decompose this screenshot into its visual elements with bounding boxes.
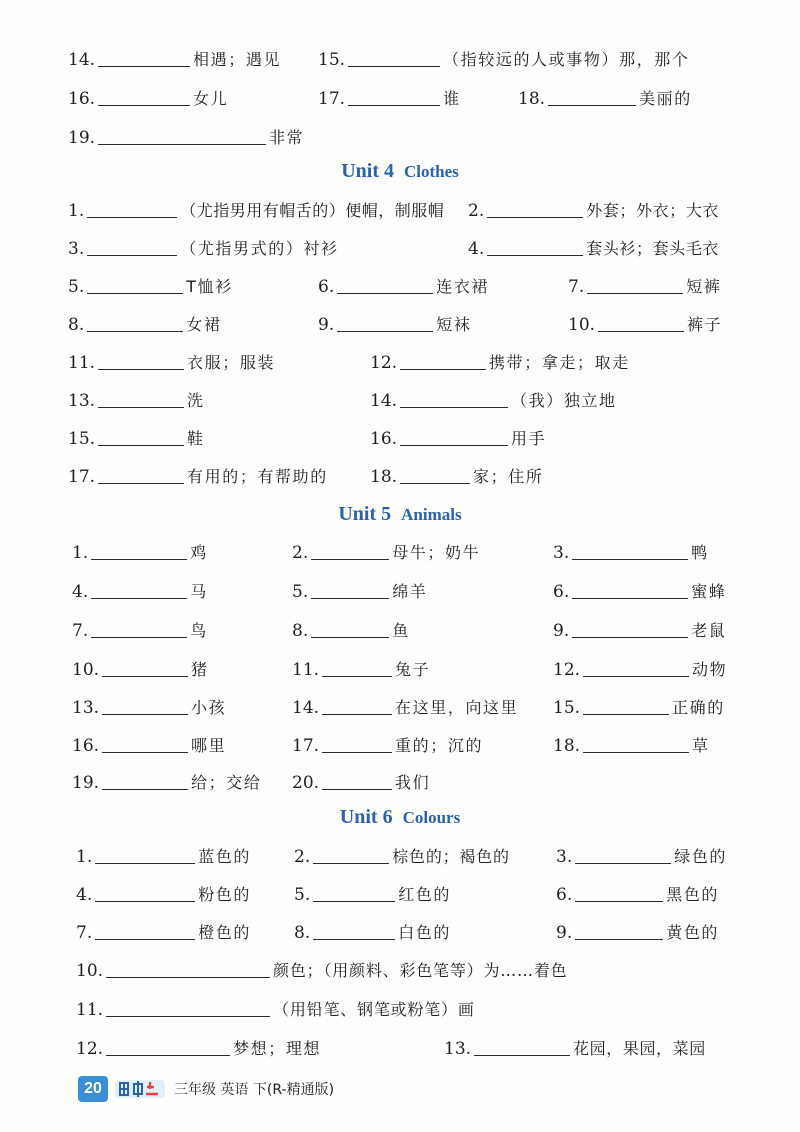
vocab-item bbox=[76, 880, 251, 910]
vocab-item bbox=[72, 616, 208, 646]
vocab-item bbox=[292, 538, 480, 568]
item-meaning: 哪里 bbox=[191, 736, 227, 755]
unit6-heading bbox=[0, 806, 800, 829]
vocab-row bbox=[0, 655, 800, 685]
answer-blank[interactable] bbox=[348, 89, 440, 106]
item-meaning: 美丽的 bbox=[639, 89, 692, 108]
item-number: 8. bbox=[292, 621, 309, 641]
vocab-row bbox=[0, 956, 800, 986]
vocab-row bbox=[0, 577, 800, 607]
item-meaning: 颜色；（用颜料、彩色笔等）为……着色 bbox=[273, 961, 568, 980]
vocab-item bbox=[68, 386, 205, 416]
answer-blank[interactable] bbox=[95, 923, 195, 940]
vocab-row bbox=[0, 310, 800, 340]
answer-blank[interactable] bbox=[337, 315, 433, 332]
vocab-item bbox=[76, 918, 251, 948]
answer-blank[interactable] bbox=[587, 277, 683, 294]
vocab-item bbox=[72, 731, 226, 761]
item-meaning: 鸭 bbox=[691, 543, 709, 562]
answer-blank[interactable] bbox=[572, 621, 688, 638]
item-number: 15. bbox=[553, 698, 581, 718]
item-meaning: 兔子 bbox=[395, 660, 431, 679]
item-number: 4. bbox=[468, 239, 485, 259]
item-number: 9. bbox=[318, 315, 335, 335]
item-number: 9. bbox=[553, 621, 570, 641]
item-number: 20. bbox=[292, 773, 320, 793]
item-number: 14. bbox=[68, 50, 96, 70]
answer-blank[interactable] bbox=[322, 736, 392, 753]
item-number: 3. bbox=[553, 543, 570, 563]
item-meaning: 给；交给 bbox=[191, 773, 262, 792]
vocab-item bbox=[318, 310, 471, 340]
vocab-item bbox=[68, 272, 233, 302]
item-meaning: 短裤 bbox=[686, 277, 722, 296]
vocab-row bbox=[0, 84, 800, 114]
answer-blank[interactable] bbox=[91, 621, 187, 638]
vocab-item bbox=[444, 1034, 706, 1064]
unit-title: Colours bbox=[402, 808, 461, 827]
vocab-row bbox=[0, 123, 800, 153]
item-number: 7. bbox=[72, 621, 89, 641]
vocab-item bbox=[468, 196, 719, 226]
vocab-item bbox=[292, 577, 427, 607]
item-meaning: 在这里，向这里 bbox=[395, 698, 519, 717]
answer-blank[interactable] bbox=[311, 543, 389, 560]
unit-label: Unit 4 bbox=[341, 160, 394, 182]
item-number: 13. bbox=[68, 391, 96, 411]
vocab-item bbox=[370, 348, 630, 378]
item-number: 9. bbox=[556, 923, 573, 943]
item-number: 10. bbox=[72, 660, 100, 680]
vocab-row bbox=[0, 1034, 800, 1064]
item-number: 11. bbox=[292, 660, 320, 680]
vocab-item bbox=[553, 731, 710, 761]
item-number: 13. bbox=[72, 698, 100, 718]
item-meaning: 红色的 bbox=[398, 885, 452, 904]
item-meaning: （用铅笔、钢笔或粉笔）画 bbox=[273, 1000, 475, 1019]
item-meaning: 马 bbox=[190, 582, 208, 601]
item-meaning: 洗 bbox=[187, 391, 205, 410]
answer-blank[interactable] bbox=[548, 89, 636, 106]
item-number: 18. bbox=[553, 736, 581, 756]
vocab-item bbox=[370, 424, 546, 454]
item-number: 2. bbox=[292, 543, 309, 563]
item-meaning: （我）独立地 bbox=[511, 391, 617, 410]
item-number: 16. bbox=[370, 429, 398, 449]
vocab-item bbox=[518, 84, 692, 114]
item-number: 16. bbox=[72, 736, 100, 756]
vocab-item bbox=[568, 272, 721, 302]
item-meaning: 黑色的 bbox=[666, 885, 720, 904]
item-number: 13. bbox=[444, 1039, 472, 1059]
answer-blank[interactable] bbox=[311, 582, 389, 599]
vocab-item bbox=[556, 918, 719, 948]
answer-blank[interactable] bbox=[91, 582, 187, 599]
vocab-row bbox=[0, 272, 800, 302]
item-meaning: 短袜 bbox=[436, 315, 472, 334]
item-number: 3. bbox=[556, 847, 573, 867]
item-meaning: 橙色的 bbox=[198, 923, 252, 942]
page-number-badge: 20 bbox=[78, 1076, 108, 1102]
item-number: 8. bbox=[68, 315, 85, 335]
item-number: 4. bbox=[76, 885, 93, 905]
vocab-item bbox=[553, 538, 709, 568]
item-meaning: 相遇；遇见 bbox=[193, 50, 282, 69]
unit-title: Animals bbox=[401, 505, 462, 524]
item-meaning: 裤子 bbox=[687, 315, 723, 334]
vocab-item bbox=[294, 918, 451, 948]
vocab-item bbox=[72, 655, 209, 685]
item-number: 19. bbox=[72, 773, 100, 793]
vocab-row bbox=[0, 348, 800, 378]
vocab-row bbox=[0, 842, 800, 872]
vocab-item bbox=[68, 462, 328, 492]
answer-blank[interactable] bbox=[98, 391, 184, 408]
answer-blank[interactable] bbox=[87, 239, 177, 256]
item-number: 1. bbox=[68, 201, 85, 221]
answer-blank[interactable] bbox=[95, 847, 195, 864]
page-footer bbox=[78, 1074, 334, 1104]
answer-blank[interactable] bbox=[572, 582, 688, 599]
vocab-item bbox=[68, 123, 304, 153]
vocab-row bbox=[0, 616, 800, 646]
answer-blank[interactable] bbox=[106, 1039, 230, 1056]
item-number: 12. bbox=[76, 1039, 104, 1059]
item-meaning: 非常 bbox=[269, 128, 305, 147]
item-meaning: 小孩 bbox=[191, 698, 227, 717]
vocab-item bbox=[76, 1034, 321, 1064]
item-meaning: （尤指男式的）衬衫 bbox=[180, 239, 339, 258]
item-meaning: T恤衫 bbox=[186, 277, 233, 296]
item-meaning: 花园，果园，菜园 bbox=[573, 1039, 706, 1058]
item-number: 8. bbox=[294, 923, 311, 943]
item-meaning: 正确的 bbox=[672, 698, 725, 717]
answer-blank[interactable] bbox=[400, 391, 508, 408]
item-meaning: 女裙 bbox=[186, 315, 222, 334]
vocab-item bbox=[76, 956, 567, 986]
item-meaning: 粉色的 bbox=[198, 885, 252, 904]
vocab-item bbox=[76, 995, 475, 1025]
vocab-item bbox=[318, 45, 689, 75]
answer-blank[interactable] bbox=[313, 885, 395, 902]
answer-blank[interactable] bbox=[575, 847, 671, 864]
item-meaning: 棕色的；褐色的 bbox=[392, 847, 510, 866]
unit4-heading bbox=[0, 160, 800, 183]
item-meaning: 鱼 bbox=[392, 621, 410, 640]
brand-logo-icon bbox=[114, 1077, 166, 1101]
item-number: 17. bbox=[318, 89, 346, 109]
item-meaning: （尤指男用有帽舌的）便帽，制服帽 bbox=[180, 201, 445, 220]
answer-blank[interactable] bbox=[98, 429, 184, 446]
answer-blank[interactable] bbox=[106, 1000, 270, 1017]
item-number: 15. bbox=[68, 429, 96, 449]
vocab-item bbox=[318, 272, 489, 302]
answer-blank[interactable] bbox=[583, 736, 689, 753]
item-meaning: 连衣裙 bbox=[436, 277, 490, 296]
vocab-item bbox=[68, 348, 275, 378]
item-meaning: 母牛；奶牛 bbox=[392, 543, 481, 562]
vocab-item bbox=[68, 45, 281, 75]
item-number: 1. bbox=[76, 847, 93, 867]
item-number: 11. bbox=[68, 353, 96, 373]
item-meaning: 老鼠 bbox=[691, 621, 727, 640]
vocab-item bbox=[76, 842, 251, 872]
item-number: 2. bbox=[294, 847, 311, 867]
answer-blank[interactable] bbox=[102, 698, 188, 715]
item-meaning: 蜜蜂 bbox=[691, 582, 727, 601]
vocab-row bbox=[0, 424, 800, 454]
answer-blank[interactable] bbox=[474, 1039, 570, 1056]
item-meaning: 携带；拿走；取走 bbox=[489, 353, 630, 372]
item-meaning: 绵羊 bbox=[392, 582, 428, 601]
item-meaning: 衣服；服装 bbox=[187, 353, 276, 372]
answer-blank[interactable] bbox=[311, 621, 389, 638]
unit-label: Unit 6 bbox=[339, 806, 393, 828]
item-meaning: （指较远的人或事物）那，那个 bbox=[443, 50, 690, 69]
answer-blank[interactable] bbox=[583, 660, 689, 677]
item-number: 16. bbox=[68, 89, 96, 109]
answer-blank[interactable] bbox=[400, 429, 508, 446]
item-meaning: 鸡 bbox=[190, 543, 208, 562]
vocab-item bbox=[72, 693, 226, 723]
item-number: 15. bbox=[318, 50, 346, 70]
book-title: 三年级 英语 下(R-精通版) bbox=[174, 1082, 335, 1098]
vocab-item bbox=[294, 880, 451, 910]
vocab-row bbox=[0, 880, 800, 910]
answer-blank[interactable] bbox=[572, 543, 688, 560]
answer-blank[interactable] bbox=[337, 277, 433, 294]
vocab-item bbox=[556, 842, 727, 872]
item-meaning: 重的；沉的 bbox=[395, 736, 484, 755]
unit5-heading bbox=[0, 503, 800, 526]
item-meaning: 女儿 bbox=[193, 89, 229, 108]
vocab-row bbox=[0, 462, 800, 492]
vocab-item bbox=[68, 234, 339, 264]
item-number: 18. bbox=[370, 467, 398, 487]
answer-blank[interactable] bbox=[87, 277, 183, 294]
item-number: 6. bbox=[553, 582, 570, 602]
item-number: 10. bbox=[568, 315, 596, 335]
answer-blank[interactable] bbox=[98, 128, 266, 145]
answer-blank[interactable] bbox=[348, 50, 440, 67]
answer-blank[interactable] bbox=[575, 885, 663, 902]
vocab-item bbox=[72, 538, 208, 568]
item-number: 4. bbox=[72, 582, 89, 602]
answer-blank[interactable] bbox=[400, 467, 470, 484]
answer-blank[interactable] bbox=[487, 239, 583, 256]
vocab-item bbox=[72, 768, 261, 798]
answer-blank[interactable] bbox=[313, 923, 395, 940]
answer-blank[interactable] bbox=[583, 698, 669, 715]
answer-blank[interactable] bbox=[102, 736, 188, 753]
item-meaning: 草 bbox=[692, 736, 710, 755]
item-meaning: 有用的；有帮助的 bbox=[187, 467, 328, 486]
vocab-row bbox=[0, 995, 800, 1025]
vocab-item bbox=[72, 577, 208, 607]
item-meaning: 用手 bbox=[511, 429, 547, 448]
vocab-row bbox=[0, 234, 800, 264]
vocab-item bbox=[556, 880, 719, 910]
item-meaning: 谁 bbox=[443, 89, 461, 108]
vocab-row bbox=[0, 45, 800, 75]
answer-blank[interactable] bbox=[98, 89, 190, 106]
vocab-item bbox=[370, 386, 617, 416]
unit-title: Clothes bbox=[404, 162, 459, 181]
vocab-row bbox=[0, 768, 800, 798]
item-number: 7. bbox=[76, 923, 93, 943]
item-meaning: 鞋 bbox=[187, 429, 205, 448]
vocab-item bbox=[68, 310, 221, 340]
item-meaning: 白色的 bbox=[398, 923, 452, 942]
item-meaning: 猪 bbox=[191, 660, 209, 679]
item-number: 10. bbox=[76, 961, 104, 981]
item-number: 12. bbox=[370, 353, 398, 373]
vocab-item bbox=[553, 693, 725, 723]
item-meaning: 套头衫；套头毛衣 bbox=[586, 239, 720, 258]
vocab-item bbox=[370, 462, 543, 492]
item-meaning: 黄色的 bbox=[666, 923, 720, 942]
answer-blank[interactable] bbox=[102, 773, 188, 790]
answer-blank[interactable] bbox=[322, 698, 392, 715]
vocab-item bbox=[292, 768, 430, 798]
answer-blank[interactable] bbox=[487, 201, 583, 218]
answer-blank[interactable] bbox=[313, 847, 389, 864]
item-meaning: 我们 bbox=[395, 773, 431, 792]
answer-blank[interactable] bbox=[98, 353, 184, 370]
item-number: 5. bbox=[68, 277, 85, 297]
vocab-item bbox=[294, 842, 510, 872]
vocab-row bbox=[0, 538, 800, 568]
answer-blank[interactable] bbox=[87, 315, 183, 332]
vocab-row bbox=[0, 386, 800, 416]
item-number: 12. bbox=[553, 660, 581, 680]
item-number: 6. bbox=[318, 277, 335, 297]
item-meaning: 鸟 bbox=[190, 621, 208, 640]
item-number: 7. bbox=[568, 277, 585, 297]
answer-blank[interactable] bbox=[87, 201, 177, 218]
vocab-item bbox=[68, 424, 205, 454]
item-number: 14. bbox=[370, 391, 398, 411]
item-number: 18. bbox=[518, 89, 546, 109]
vocab-item bbox=[568, 310, 722, 340]
vocab-item bbox=[468, 234, 719, 264]
answer-blank[interactable] bbox=[322, 660, 392, 677]
item-number: 6. bbox=[556, 885, 573, 905]
vocab-item bbox=[292, 655, 430, 685]
vocab-item bbox=[318, 84, 461, 114]
vocab-item bbox=[292, 616, 410, 646]
answer-blank[interactable] bbox=[400, 353, 486, 370]
item-number: 1. bbox=[72, 543, 89, 563]
item-meaning: 蓝色的 bbox=[198, 847, 252, 866]
vocab-row bbox=[0, 731, 800, 761]
unit-label: Unit 5 bbox=[338, 503, 392, 525]
answer-blank[interactable] bbox=[106, 961, 270, 978]
vocab-item bbox=[553, 577, 726, 607]
answer-blank[interactable] bbox=[575, 923, 663, 940]
item-meaning: 绿色的 bbox=[674, 847, 728, 866]
answer-blank[interactable] bbox=[98, 467, 184, 484]
answer-blank[interactable] bbox=[322, 773, 392, 790]
item-meaning: 梦想；理想 bbox=[233, 1039, 322, 1058]
vocab-item bbox=[292, 693, 518, 723]
item-meaning: 家；住所 bbox=[473, 467, 544, 486]
item-number: 5. bbox=[294, 885, 311, 905]
vocab-item bbox=[68, 84, 228, 114]
item-number: 3. bbox=[68, 239, 85, 259]
item-number: 19. bbox=[68, 128, 96, 148]
item-meaning: 动物 bbox=[692, 660, 728, 679]
vocab-item bbox=[553, 616, 726, 646]
item-meaning: 外套；外衣；大衣 bbox=[586, 201, 720, 220]
vocab-row bbox=[0, 196, 800, 226]
vocab-row bbox=[0, 693, 800, 723]
answer-blank[interactable] bbox=[598, 315, 684, 332]
item-number: 2. bbox=[468, 201, 485, 221]
answer-blank[interactable] bbox=[98, 50, 190, 67]
item-number: 11. bbox=[76, 1000, 104, 1020]
answer-blank[interactable] bbox=[95, 885, 195, 902]
vocab-item bbox=[292, 731, 483, 761]
vocab-row bbox=[0, 918, 800, 948]
vocab-item bbox=[68, 196, 444, 226]
answer-blank[interactable] bbox=[102, 660, 188, 677]
item-number: 17. bbox=[68, 467, 96, 487]
item-number: 14. bbox=[292, 698, 320, 718]
answer-blank[interactable] bbox=[91, 543, 187, 560]
item-number: 17. bbox=[292, 736, 320, 756]
vocab-item bbox=[553, 655, 727, 685]
item-number: 5. bbox=[292, 582, 309, 602]
